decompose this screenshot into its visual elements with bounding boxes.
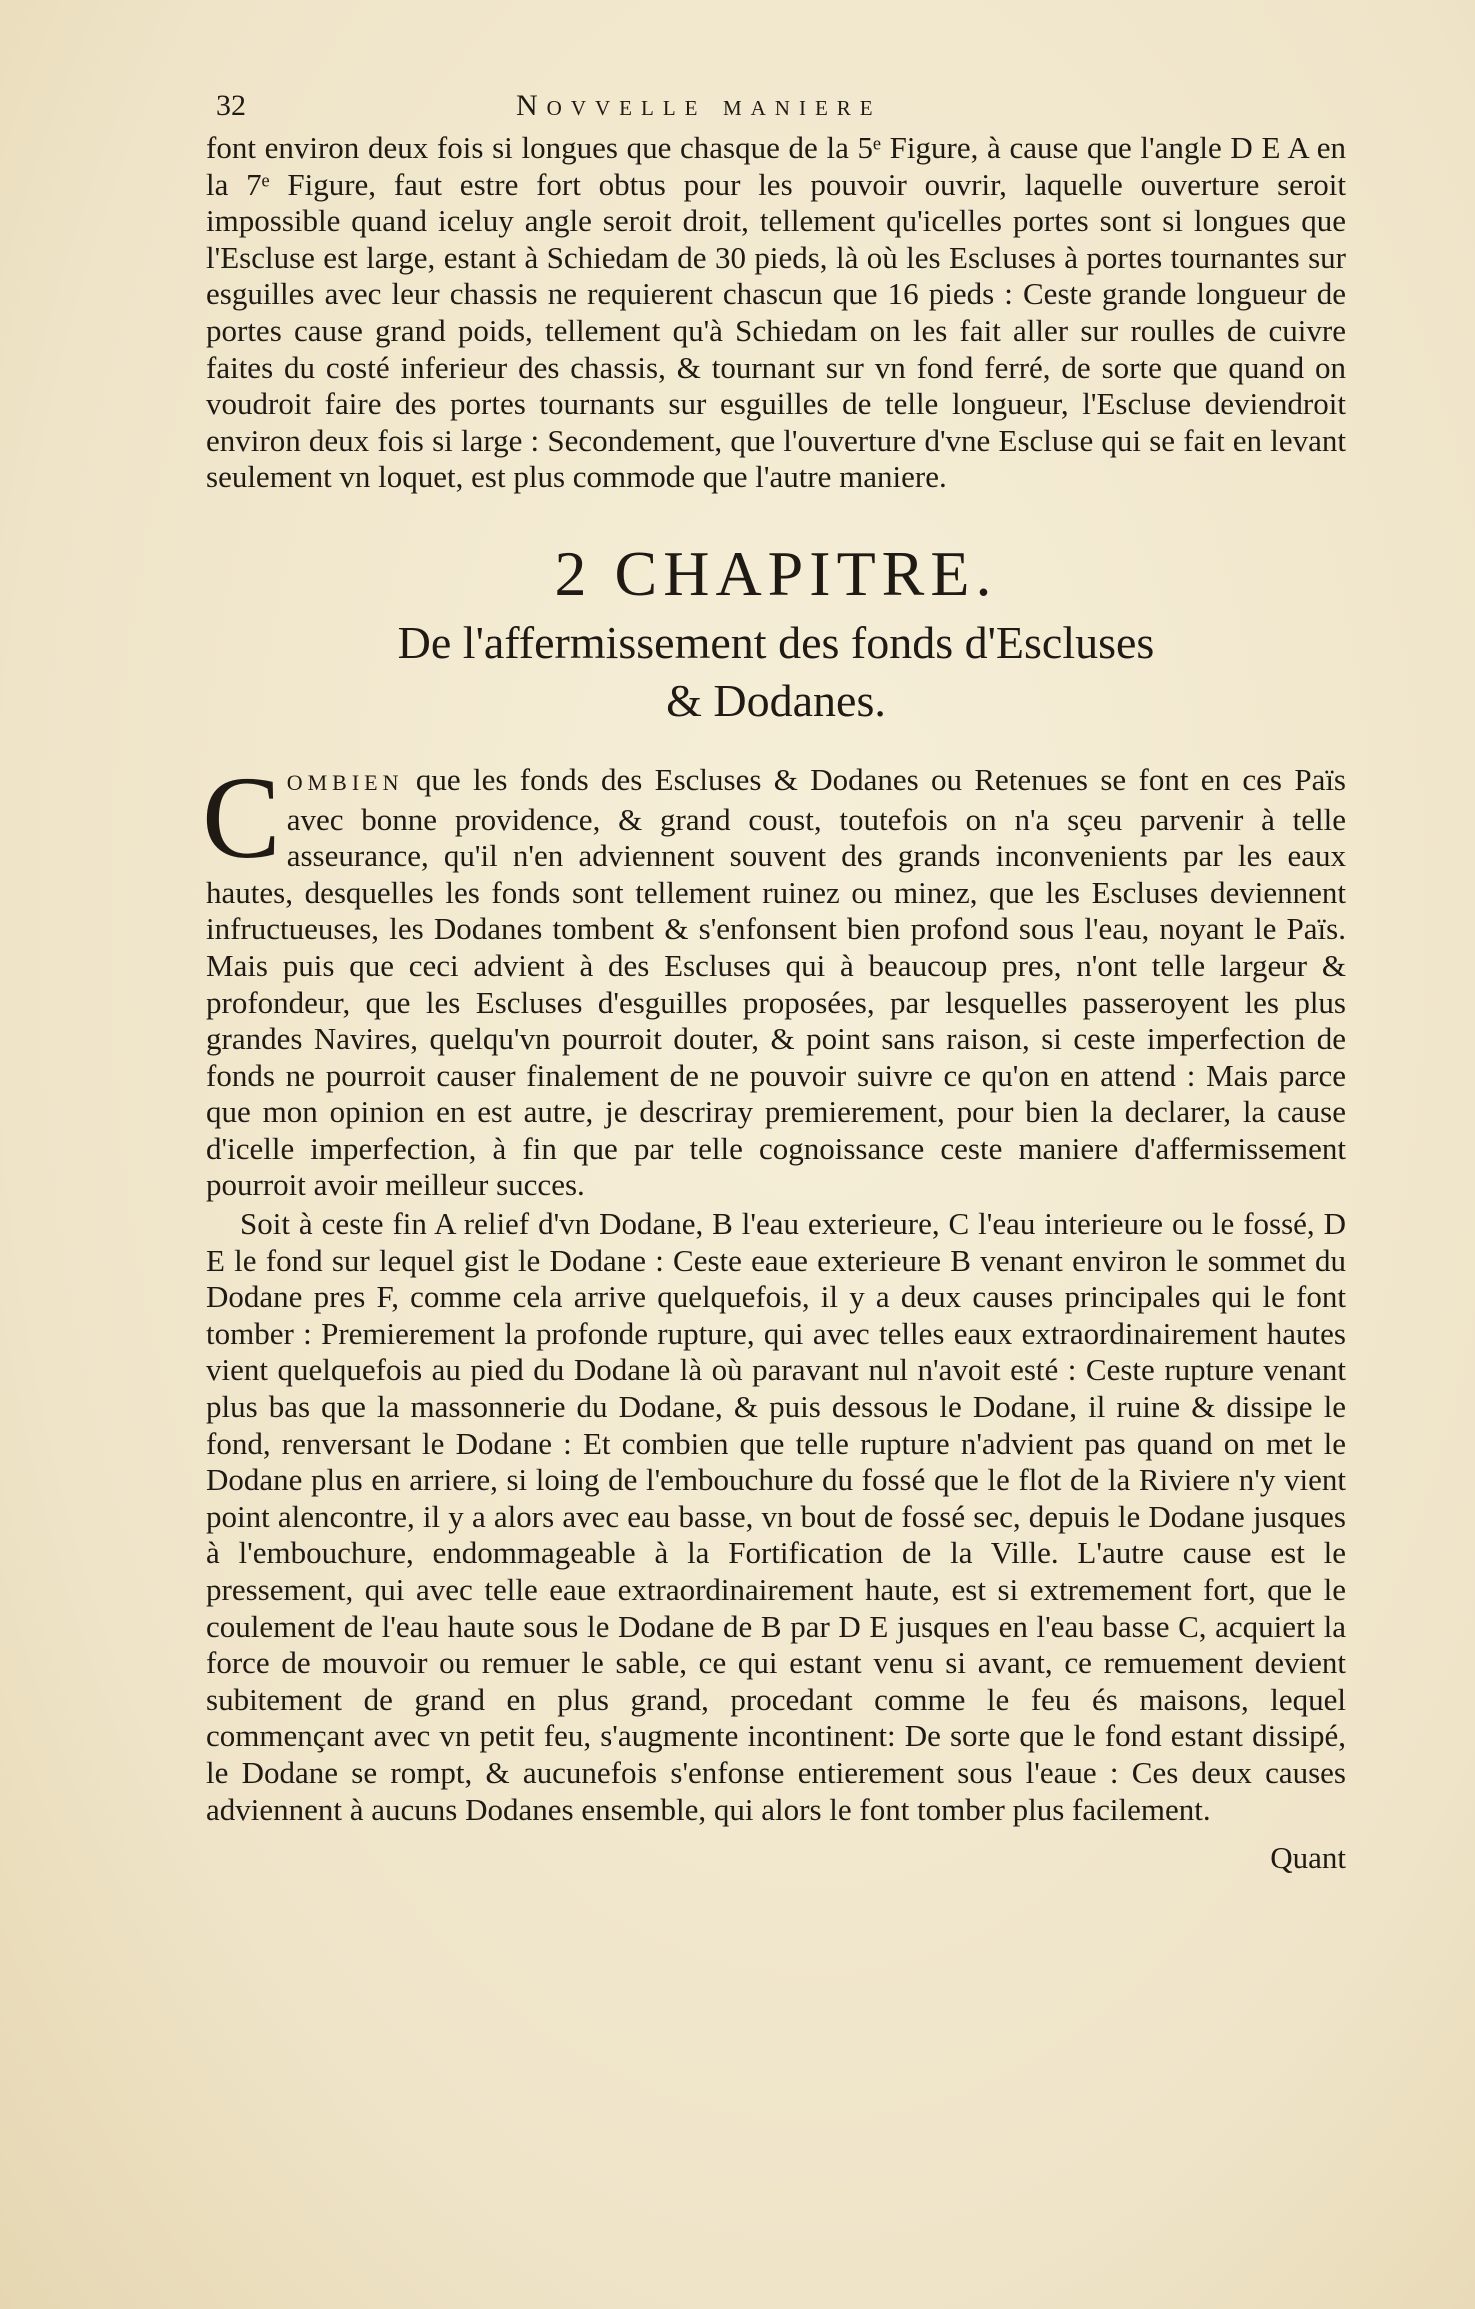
text-block <box>202 84 1346 1878</box>
chapter-title-line2: & Dodanes. <box>666 674 886 726</box>
paragraph-1-text: que les fonds des Escluses & Dodanes ou Retenues se font en ces Païs avec bonne providence, & grand coust, toutefois on n'a sçeu parvenir à telle asseurance, qu'il n'en adviennent souvent des grands inconvenients par les eaux hautes, desquelles les fonds sont tellement ruinez ou minez, que les Escluses deviennent infructueuses, les Dodanes tombent & s'enfonsent bien profond sous l'eau, noyant le Païs. Mais puis que ceci advient à des Escluses qui à beaucoup pres, n'ont telle largeur & profondeur, que les Escluses d'esguilles proposées, par lesquelles passeroyent les plus grandes Navires, quelqu'vn pourroit douter, & point sans raison, si ceste imperfection de fonds ne pourroit causer finalement de ne pouvoir suivre ce qu'on en attend : Mais parce que mon opinion en est autre, je descriray premierement, pour bien la declarer, la cause d'icelle imperfection, à fin que par telle cognoissance ceste maniere d'affermissement pourroit avoir meilleur succes. <box>206 761 1346 1203</box>
chapter-heading: 2 CHAPITRE. <box>554 537 998 609</box>
body-paragraph-1 <box>202 751 1346 1204</box>
running-title: Novvelle maniere <box>516 89 882 122</box>
catchword: Quant <box>1270 1840 1346 1876</box>
chapter-title-line1: De l'affermissement des fonds d'Escluses <box>397 616 1155 668</box>
opening-word: OMBIEN <box>286 769 404 795</box>
intro-paragraph: font environ deux fois si longues que chasque de la 5ᵉ Figure, à cause que l'angle D E A en la 7ᵉ Figure, faut estre fort obtus pour les pouvoir ouvrir, laquelle ouverture seroit impossible quand iceluy angle seroit droit, tellement qu'icelles portes sont si longues que l'Escluse est large, estant à Schiedam de 30 pieds, là où les Escluses à portes tournantes sur esguilles avec leur chassis ne requierent chascun que 16 pieds : Ceste grande longueur de portes cause grand poids, tellement qu'à Schiedam on les fait aller sur roulles de cuivre faites du costé inferieur des chassis, & tournant sur vn fond ferré, de sorte que quand on voudroit faire des portes tournants sur esguilles de telle longueur, l'Escluse deviendroit environ deux fois si large : Secondement, que l'ouverture d'vne Escluse qui se fait en levant seulement vn loquet, est plus commode que l'autre maniere. <box>206 130 1346 495</box>
chapter-heading-block <box>206 536 1346 730</box>
page-number: 32 <box>216 89 246 122</box>
running-head <box>206 84 1346 128</box>
body-paragraph-2: Soit à ceste fin A relief d'vn Dodane, B l'eau exterieure, C l'eau interieure ou le fossé, D E le fond sur lequel gist le Dodane : Ceste eaue exterieure B venant environ le sommet du Dodane pres F, comme cela arrive quelquefois, il y a deux causes principales qui le font tomber : Premierement la profonde rupture, qui avec telles eaux extraordinairement hautes vient quelquefois au pied du Dodane là où paravant nul n'avoit esté : Ceste rupture venant plus bas que la massonnerie du Dodane, & puis dessous le Dodane, il ruine & dissipe le fond, renversant le Dodane : Et combien que telle rupture n'advient pas quand on met le Dodane plus en arriere, si loing de l'embouchure du fossé que le flot de la Riviere n'y vient point alencontre, il y a alors avec eau basse, vn bout de fossé sec, depuis le Dodane jusques à l'embouchure, endommageable à la Fortification de la Ville. L'autre cause est le pressement, qui avec telle eaue extraordinairement haute, est si extremement fort, que le coulement de l'eau haute sous le Dodane de B par D E jusques en l'eau basse C, acquiert la force de mouvoir ou remuer le sable, ce qui estant venu si avant, ce remuement devient subitement de grand en plus grand, procedant comme le feu és maisons, lequel commençant avec vn petit feu, s'augmente incontinent: De sorte que le fond estant dissipé, le Dodane se rompt, & aucunefois s'enfonse entierement sous l'eaue : Ces deux causes adviennent à aucuns Dodanes ensemble, qui alors le font tomber plus facilement. <box>206 1206 1346 1827</box>
drop-capital: C <box>202 751 281 883</box>
